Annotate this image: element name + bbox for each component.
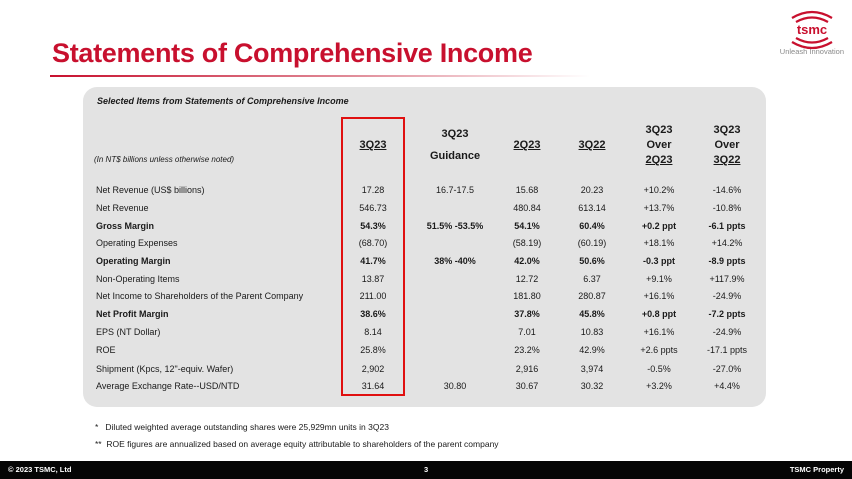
cell-over-2q23: +18.1% [643, 238, 675, 248]
highlight-box-3q23 [341, 117, 405, 396]
header-3q22: 3Q22 [578, 139, 606, 151]
cell-over-3q22: -27.0% [712, 364, 742, 374]
cell-2q23: 23.2% [514, 345, 540, 355]
row-label: Operating Expenses [96, 238, 178, 248]
cell-3q23: 8.14 [364, 327, 382, 337]
cell-3q22: 20.23 [580, 185, 604, 195]
footnote-1-text: Diluted weighted average outstanding shares were 25,929mn units in 3Q23 [105, 422, 389, 432]
tagline: Unleash Innovation [779, 47, 844, 56]
cell-over-3q22: -7.2 ppts [708, 309, 746, 319]
cell-over-3q22: -17.1 ppts [706, 345, 748, 355]
cell-3q22: 50.6% [579, 256, 605, 266]
cell-over-3q22: -10.8% [712, 203, 742, 213]
cell-2q23: (58.19) [512, 238, 542, 248]
cell-over-3q22: +14.2% [711, 238, 743, 248]
cell-3q22: 30.32 [580, 381, 604, 391]
cell-2q23: 2,916 [515, 364, 539, 374]
cell-over-3q22: -24.9% [712, 291, 742, 301]
table-row [0, 324, 852, 340]
cell-over-3q22: -14.6% [712, 185, 742, 195]
header-guidance [430, 127, 480, 164]
row-label: Net Income to Shareholders of the Parent Company [96, 291, 304, 301]
row-label: EPS (NT Dollar) [96, 327, 161, 337]
row-label: Gross Margin [96, 221, 155, 231]
logo-wordmark: tsmc [796, 22, 828, 37]
cell-over-2q23: +9.1% [646, 274, 672, 284]
table-row [0, 200, 852, 216]
cell-over-2q23: +2.6 ppts [640, 345, 678, 355]
footer-bar [0, 461, 852, 479]
table-row [0, 235, 852, 251]
cell-3q22: 280.87 [578, 291, 606, 301]
header-2q23: 2Q23 [513, 139, 541, 151]
header-over-2q23-line3: 2Q23 [645, 154, 673, 166]
cell-2q23: 12.72 [515, 274, 539, 284]
cell-3q22: 613.14 [578, 203, 606, 213]
table-caption: Selected Items from Statements of Comprehensive Income [97, 96, 349, 106]
cell-guidance: 30.80 [443, 381, 467, 391]
header-3q23: 3Q23 [359, 139, 387, 151]
cell-over-2q23: +16.1% [643, 291, 675, 301]
title-divider [50, 75, 590, 77]
cell-3q22: 3,974 [580, 364, 604, 374]
cell-3q23: 25.8% [360, 345, 386, 355]
table-row [0, 288, 852, 304]
cell-3q22: 10.83 [580, 327, 604, 337]
cell-over-2q23: +3.2% [646, 381, 672, 391]
cell-2q23: 15.68 [515, 185, 539, 195]
cell-2q23: 30.67 [515, 381, 539, 391]
row-label: Shipment (Kpcs, 12"-equiv. Wafer) [96, 364, 234, 374]
table-row [0, 361, 852, 377]
cell-guidance: 51.5% -53.5% [426, 221, 484, 231]
footnote-1-marker: * [95, 422, 99, 432]
row-label: Net Revenue [96, 203, 149, 213]
cell-2q23: 54.1% [514, 221, 540, 231]
cell-3q22: 45.8% [579, 309, 605, 319]
header-over-2q23-line2: Over [646, 139, 672, 151]
cell-3q23: 41.7% [360, 256, 386, 266]
footnote-2 [95, 439, 499, 449]
cell-3q23: 211.00 [359, 291, 387, 301]
cell-over-2q23: +10.2% [643, 185, 675, 195]
cell-over-3q22: -6.1 ppts [708, 221, 746, 231]
cell-3q23: (68.70) [358, 238, 388, 248]
cell-3q22: (60.19) [577, 238, 607, 248]
cell-over-2q23: -0.5% [647, 364, 671, 374]
footnote-1 [95, 422, 389, 432]
cell-2q23: 181.80 [513, 291, 541, 301]
footer-copyright: © 2023 TSMC, Ltd [8, 465, 72, 474]
cell-2q23: 37.8% [514, 309, 540, 319]
header-over-3q22-line1: 3Q23 [713, 124, 741, 136]
table-row [0, 218, 852, 234]
cell-3q22: 42.9% [579, 345, 605, 355]
cell-guidance: 38% -40% [434, 256, 476, 266]
header-guidance-line1: 3Q23 [441, 128, 469, 140]
table-row [0, 342, 852, 358]
cell-over-2q23: +0.8 ppt [641, 309, 677, 319]
cell-2q23: 42.0% [514, 256, 540, 266]
cell-2q23: 480.84 [513, 203, 541, 213]
page-number: 3 [424, 465, 429, 474]
table-row [0, 253, 852, 269]
header-over-3q22-line2: Over [714, 139, 740, 151]
row-label: Net Revenue (US$ billions) [96, 185, 205, 195]
header-over-3q22-line3: 3Q22 [713, 154, 741, 166]
footer-property: TSMC Property [789, 465, 844, 474]
cell-over-3q22: +117.9% [709, 274, 745, 284]
cell-over-2q23: +13.7% [643, 203, 675, 213]
footnote-2-text: ROE figures are annualized based on average equity attributable to shareholders of the parent company [106, 439, 499, 449]
cell-3q23: 2,902 [361, 364, 385, 374]
cell-over-3q22: -8.9 ppts [708, 256, 746, 266]
header-over-2q23-line1: 3Q23 [645, 124, 673, 136]
row-label: Average Exchange Rate--USD/NTD [96, 381, 240, 391]
row-label: Non-Operating Items [96, 274, 180, 284]
cell-3q22: 60.4% [579, 221, 605, 231]
header-guidance-line2: Guidance [429, 150, 481, 162]
cell-3q23: 546.73 [359, 203, 387, 213]
cell-over-2q23: -0.3 ppt [642, 256, 676, 266]
footnote-2-marker: ** [95, 439, 102, 449]
cell-over-3q22: +4.4% [714, 381, 740, 391]
units-note: (In NT$ billions unless otherwise noted) [94, 155, 235, 164]
cell-2q23: 7.01 [518, 327, 536, 337]
cell-3q22: 6.37 [583, 274, 601, 284]
table-row [0, 306, 852, 322]
page-title: Statements of Comprehensive Income [52, 38, 533, 68]
row-label: Net Profit Margin [96, 309, 169, 319]
row-label: Operating Margin [96, 256, 171, 266]
tsmc-logo [782, 8, 842, 52]
cell-guidance: 16.7-17.5 [435, 185, 475, 195]
cell-3q23: 54.3% [360, 221, 386, 231]
cell-3q23: 13.87 [361, 274, 385, 284]
cell-3q23: 38.6% [360, 309, 386, 319]
cell-over-2q23: +0.2 ppt [641, 221, 677, 231]
table-row [0, 271, 852, 287]
cell-over-3q22: -24.9% [712, 327, 742, 337]
header-over-3q22 [714, 123, 741, 168]
row-label: ROE [96, 345, 116, 355]
cell-over-2q23: +16.1% [643, 327, 675, 337]
header-over-2q23 [646, 123, 673, 168]
table-row [0, 378, 852, 394]
cell-3q23: 17.28 [361, 185, 385, 195]
cell-3q23: 31.64 [361, 381, 385, 391]
table-row [0, 182, 852, 198]
